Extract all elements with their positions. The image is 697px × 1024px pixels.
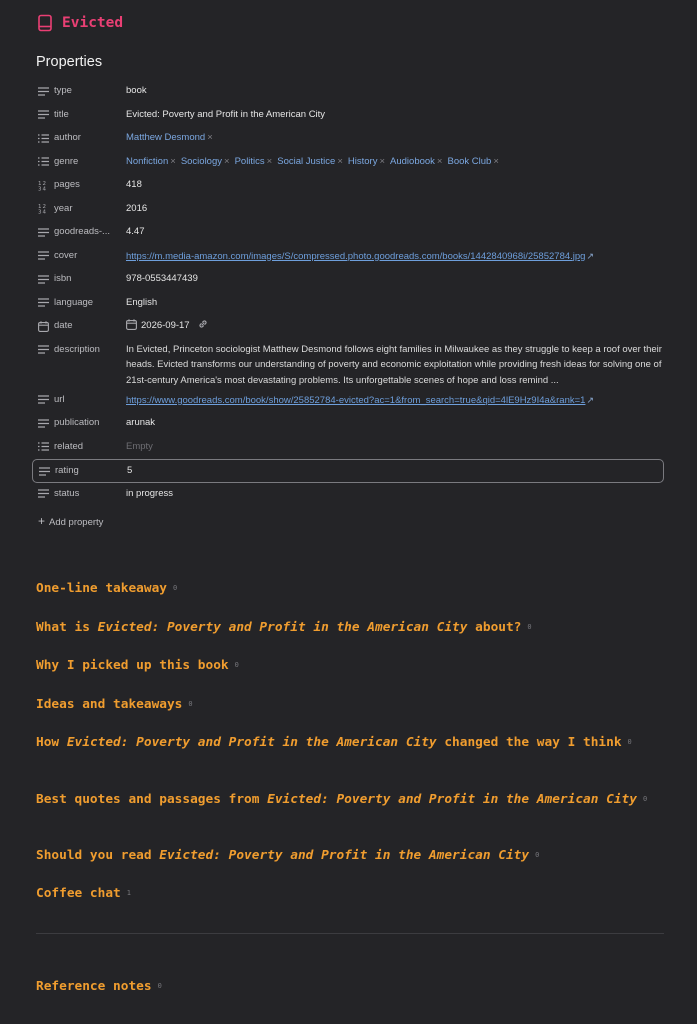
property-value[interactable]: 418 (126, 179, 142, 190)
property-value[interactable] (126, 315, 664, 339)
heading-text: about? (467, 620, 522, 635)
property-value[interactable]: 4.47 (126, 226, 145, 237)
remove-chip-icon[interactable]: × (224, 155, 230, 167)
heading-count: 1 (126, 889, 131, 897)
property-row-related[interactable] (32, 436, 664, 460)
property-key[interactable]: year (54, 202, 73, 214)
calendar-icon[interactable] (36, 315, 50, 337)
properties-list (32, 80, 664, 506)
heading-count: 0 (642, 795, 648, 803)
remove-chip-icon[interactable]: × (493, 155, 499, 167)
tag-chip[interactable] (390, 156, 442, 167)
section-heading[interactable] (36, 580, 661, 598)
property-row-status[interactable] (32, 483, 664, 507)
svg-text:2: 2 (42, 180, 46, 187)
number-icon[interactable] (36, 174, 50, 196)
property-key[interactable]: url (54, 393, 65, 405)
heading-text: changed the way I think (436, 735, 622, 750)
heading-text: Should you read (36, 848, 160, 863)
heading-count: 0 (188, 700, 193, 708)
text-icon[interactable] (37, 460, 51, 482)
svg-text:2: 2 (42, 204, 46, 210)
property-key[interactable]: title (54, 108, 69, 120)
property-value[interactable]: English (126, 296, 158, 308)
property-value[interactable]: 5 (127, 465, 133, 476)
note-title[interactable]: Evicted (62, 15, 124, 31)
property-row-year[interactable] (32, 198, 664, 222)
property-value[interactable]: in progress (126, 487, 173, 499)
tag-chip[interactable] (235, 156, 273, 167)
property-key[interactable]: author (54, 132, 81, 143)
text-icon[interactable] (36, 80, 50, 102)
tag-chip-label[interactable]: History (347, 155, 378, 167)
tag-chip-label[interactable]: Nonfiction (126, 155, 169, 167)
section-heading[interactable] (36, 696, 661, 714)
property-link[interactable]: https://m.media-amazon.com/images/S/compressed.photo.goodreads.com/books/1442840968i/25852784.jpg (126, 250, 586, 262)
text-icon[interactable] (36, 483, 50, 505)
property-row-cover[interactable] (32, 245, 664, 269)
property-key[interactable]: status (54, 487, 80, 499)
tag-chip[interactable] (126, 132, 213, 143)
property-value[interactable]: In Evicted, Princeton sociologist Matthew Desmond follows eight families in Milwaukee as they struggle to keep a roof over their heads. Evicted transforms our understanding of poverty and economic exploitation while providing fresh ideas for solving one of 21st-century America's most devastating problems. Its unforgettable scenes of hope and loss remind ... (126, 343, 662, 386)
section-heading[interactable] (36, 791, 661, 809)
svg-text:4: 4 (42, 186, 46, 191)
tag-chip[interactable] (348, 156, 385, 167)
svg-text:1: 1 (37, 180, 41, 187)
property-value[interactable] (126, 127, 664, 149)
property-key[interactable]: type (54, 85, 72, 96)
heading-text: How (36, 735, 67, 750)
property-row-isbn[interactable] (32, 268, 664, 292)
heading-book-title: Evicted: Poverty and Profit in the American City (267, 792, 637, 807)
property-key[interactable]: goodreads-... (54, 226, 110, 237)
text-icon[interactable] (36, 339, 50, 361)
section-heading[interactable] (36, 619, 661, 637)
property-key[interactable]: related (54, 440, 84, 452)
heading-text: One-line takeaway (36, 581, 167, 596)
property-key[interactable]: date (54, 320, 73, 331)
text-icon[interactable] (36, 245, 50, 267)
property-row-rating[interactable] (32, 459, 664, 483)
property-key[interactable]: publication (54, 417, 100, 428)
heading-count: 0 (234, 661, 239, 669)
property-key[interactable]: language (54, 296, 94, 308)
heading-count: 0 (527, 623, 532, 631)
property-value[interactable] (126, 245, 664, 268)
property-key[interactable]: genre (54, 155, 79, 167)
property-value[interactable]: 2016 (126, 202, 148, 214)
property-value[interactable]: Evicted: Poverty and Profit in the American City (126, 108, 326, 120)
calendar-icon (126, 322, 137, 333)
section-heading[interactable] (36, 847, 661, 865)
property-key[interactable]: cover (54, 249, 78, 261)
remove-chip-icon[interactable]: × (436, 155, 443, 167)
section-heading[interactable] (36, 657, 661, 675)
property-row-date[interactable] (32, 315, 664, 339)
property-key[interactable]: isbn (54, 273, 72, 284)
property-row-url[interactable] (32, 389, 664, 413)
remove-chip-icon[interactable]: × (337, 155, 343, 167)
property-key[interactable]: description (54, 343, 100, 355)
section-heading[interactable] (36, 978, 661, 996)
property-value[interactable]: 978-0553447439 (126, 273, 198, 284)
property-row-type[interactable] (32, 80, 664, 104)
heading-text: What is (36, 620, 98, 635)
section-heading[interactable] (36, 734, 661, 752)
property-link[interactable]: https://www.goodreads.com/book/show/25852784-evicted?ac=1&from_search=true&qid=4lE9Hz9I4a&rank=1 (126, 394, 586, 406)
property-row-language[interactable] (32, 292, 664, 316)
remove-chip-icon[interactable]: × (266, 155, 273, 167)
text-icon[interactable] (36, 268, 50, 290)
remove-chip-icon[interactable]: × (379, 155, 386, 167)
property-row-title[interactable] (32, 104, 664, 128)
heading-count: 0 (535, 851, 540, 859)
heading-book-title: Evicted: Poverty and Profit in the American City (66, 735, 437, 750)
list-icon[interactable] (36, 127, 50, 149)
svg-text:3: 3 (37, 209, 41, 214)
external-link-icon: ↗ (586, 394, 594, 405)
number-icon[interactable] (36, 198, 50, 220)
svg-text:1: 1 (37, 204, 41, 210)
heading-text: Coffee chat (36, 886, 121, 901)
property-placeholder: Empty (126, 440, 153, 452)
tag-chip-label[interactable]: Audiobook (390, 155, 435, 167)
heading-count: 0 (627, 738, 632, 746)
external-link-icon: ↗ (586, 250, 594, 261)
horizontal-rule (36, 933, 664, 934)
heading-text: Reference notes (36, 979, 152, 994)
text-icon[interactable] (36, 104, 50, 126)
property-value[interactable]: book (126, 85, 147, 96)
tag-chip[interactable] (181, 156, 230, 167)
tag-chip[interactable] (447, 156, 498, 167)
list-icon[interactable] (36, 436, 50, 458)
remove-chip-icon[interactable]: × (170, 155, 176, 167)
remove-chip-icon[interactable]: × (207, 132, 213, 143)
property-value[interactable]: arunak (126, 417, 156, 428)
property-row-author[interactable] (32, 127, 664, 151)
property-row-goodreads----[interactable] (32, 221, 664, 245)
property-value[interactable] (126, 151, 664, 173)
property-value[interactable] (126, 389, 664, 412)
tag-chip-label[interactable]: Sociology (180, 155, 223, 167)
heading-count: 0 (172, 584, 178, 592)
heading-text: Ideas and takeaways (36, 697, 183, 712)
heading-count: 0 (157, 982, 162, 990)
add-property-label: Add property (49, 517, 104, 528)
add-property-button[interactable] (38, 514, 103, 528)
property-row-pages[interactable] (32, 174, 664, 198)
note-title-row (36, 12, 123, 34)
properties-heading[interactable]: Properties (36, 54, 103, 70)
date-value[interactable]: 2026-09-17 (141, 320, 190, 331)
tag-chip[interactable] (277, 156, 343, 167)
heading-text: Best quotes and passages from (36, 792, 268, 807)
svg-text:3: 3 (37, 186, 41, 191)
property-row-publication[interactable] (32, 412, 664, 436)
tag-chip[interactable] (126, 156, 176, 167)
plus-icon: + (38, 514, 46, 528)
svg-text:4: 4 (42, 209, 46, 214)
heading-text: Why I picked up this book (36, 658, 229, 673)
heading-book-title: Evicted: Poverty and Profit in the American City (159, 848, 530, 863)
property-row-description[interactable] (32, 339, 664, 389)
section-heading[interactable] (36, 885, 661, 903)
tag-chip-label[interactable]: Politics (234, 155, 265, 167)
tag-chip-label[interactable]: Book Club (447, 155, 492, 167)
property-key[interactable]: rating (55, 465, 79, 476)
heading-book-title: Evicted: Poverty and Profit in the American City (97, 620, 468, 635)
tag-chip-label[interactable]: Social Justice (277, 155, 336, 167)
text-icon[interactable] (36, 412, 50, 434)
property-row-genre[interactable] (32, 151, 664, 175)
link-icon[interactable] (198, 321, 208, 332)
list-icon[interactable] (36, 151, 50, 173)
text-icon[interactable] (36, 292, 50, 314)
property-key[interactable]: pages (54, 179, 80, 190)
book-icon (36, 14, 54, 32)
text-icon[interactable] (36, 221, 50, 243)
text-icon[interactable] (36, 389, 50, 411)
tag-chip-label[interactable]: Matthew Desmond (126, 132, 206, 143)
property-value[interactable] (126, 436, 664, 458)
